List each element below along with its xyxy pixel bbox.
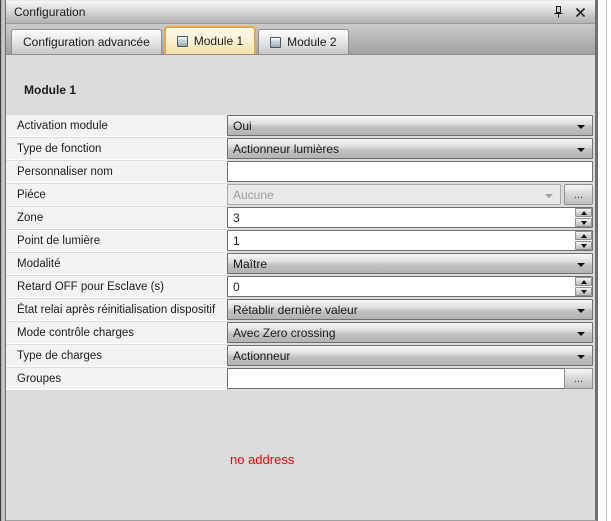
piece-dropdown[interactable] xyxy=(227,184,561,205)
field-value xyxy=(227,230,595,252)
arrow-down-icon xyxy=(581,244,587,248)
tab-module-1[interactable] xyxy=(164,26,256,54)
field-label: Type de charges xyxy=(6,345,227,367)
field-value xyxy=(227,184,595,206)
field-label: Personnaliser nom xyxy=(6,161,227,183)
form-row xyxy=(6,253,595,275)
arrow-down-icon xyxy=(581,290,587,294)
retard-off-esclave-input[interactable]: 0 xyxy=(227,276,593,297)
personnaliser-nom-input[interactable] xyxy=(227,161,593,182)
field-label: Modalité xyxy=(6,253,227,275)
form-row xyxy=(6,138,595,160)
activation-module-dropdown[interactable] xyxy=(227,115,593,136)
arrow-down-icon xyxy=(581,221,587,225)
form-row xyxy=(6,368,595,390)
zone-input[interactable]: 3 xyxy=(227,207,593,228)
spin-down-button[interactable] xyxy=(575,218,592,227)
configuration-panel xyxy=(6,0,598,521)
panel-titlebar[interactable] xyxy=(6,0,595,24)
form-row xyxy=(6,276,595,298)
form-row xyxy=(6,207,595,229)
arrow-up-icon xyxy=(581,234,587,238)
dropdown-value: Maître xyxy=(233,256,268,271)
field-label: Zone xyxy=(6,207,227,229)
type-de-charges-dropdown[interactable] xyxy=(227,345,593,366)
chevron-down-icon xyxy=(577,148,585,152)
field-label: Mode contrôle charges xyxy=(6,322,227,344)
point-de-lumiere-input[interactable]: 1 xyxy=(227,230,593,251)
field-value xyxy=(227,276,595,298)
form-rows xyxy=(6,115,595,391)
pin-icon[interactable] xyxy=(551,5,565,19)
spin-up-button[interactable] xyxy=(575,231,592,240)
dock-gutter-line xyxy=(606,0,607,521)
titlebar-icons xyxy=(551,1,587,23)
tab-label: Module 2 xyxy=(287,35,337,49)
spin-down-button[interactable] xyxy=(575,287,592,296)
chevron-down-icon xyxy=(577,125,585,129)
spin-down-button[interactable] xyxy=(575,241,592,250)
field-value xyxy=(227,368,595,390)
field-label: Point de lumière xyxy=(6,230,227,252)
field-value xyxy=(227,207,595,229)
dropdown-value: Actionneur xyxy=(233,348,291,363)
form-row xyxy=(6,322,595,344)
form-row xyxy=(6,345,595,367)
chevron-down-icon xyxy=(577,355,585,359)
ellipsis-button[interactable]: ... xyxy=(564,184,593,205)
field-label: État relai après réinitialisation dispositif xyxy=(6,299,227,321)
field-value xyxy=(227,299,595,321)
field-label: Type de fonction xyxy=(6,138,227,160)
field-label: Retard OFF pour Esclave (s) xyxy=(6,276,227,298)
dropdown-value: Oui xyxy=(233,118,252,133)
tab-label: Module 1 xyxy=(193,34,244,48)
section-title: Module 1 xyxy=(24,83,77,97)
type-de-fonction-dropdown[interactable] xyxy=(227,138,593,159)
field-label: Activation module xyxy=(6,115,227,137)
dropdown-value: Avec Zero crossing xyxy=(233,325,336,340)
groupes-input[interactable] xyxy=(227,368,593,389)
status-message: no address xyxy=(230,452,295,467)
field-value xyxy=(227,115,595,137)
spin-buttons xyxy=(575,277,592,296)
field-value xyxy=(227,138,595,160)
close-icon[interactable] xyxy=(573,5,587,19)
field-label: Piéce xyxy=(6,184,227,206)
field-value xyxy=(227,253,595,275)
modalite-dropdown[interactable] xyxy=(227,253,593,274)
chevron-down-icon xyxy=(577,263,585,267)
spin-buttons xyxy=(575,208,592,227)
chevron-down-icon xyxy=(577,309,585,313)
mode-controle-charges-dropdown[interactable] xyxy=(227,322,593,343)
form-row xyxy=(6,161,595,183)
spin-buttons xyxy=(575,231,592,250)
arrow-up-icon xyxy=(581,211,587,215)
form-row xyxy=(6,115,595,137)
field-label: Groupes xyxy=(6,368,227,390)
dropdown-value: Actionneur lumières xyxy=(233,141,340,156)
chevron-down-icon xyxy=(577,332,585,336)
tab-label: Configuration advancée xyxy=(23,35,150,49)
form-row xyxy=(6,230,595,252)
tab-configuration-avancee[interactable] xyxy=(11,29,162,54)
module-icon xyxy=(270,37,281,48)
spin-up-button[interactable] xyxy=(575,277,592,286)
tab-bar xyxy=(6,24,595,55)
form-row xyxy=(6,299,595,321)
form-row xyxy=(6,184,595,206)
field-value xyxy=(227,345,595,367)
spin-up-button[interactable] xyxy=(575,208,592,217)
module-icon xyxy=(177,36,188,47)
dropdown-value: Rétablir dernière valeur xyxy=(233,302,358,317)
etat-relai-dropdown[interactable] xyxy=(227,299,593,320)
panel-title: Configuration xyxy=(14,5,86,19)
tab-module-2[interactable] xyxy=(258,29,348,54)
ellipsis-button[interactable]: ... xyxy=(564,368,593,389)
field-value xyxy=(227,322,595,344)
arrow-up-icon xyxy=(581,280,587,284)
field-value xyxy=(227,161,595,183)
panel-content xyxy=(6,55,595,520)
dropdown-value: Aucune xyxy=(233,187,274,202)
chevron-down-icon xyxy=(545,194,553,198)
